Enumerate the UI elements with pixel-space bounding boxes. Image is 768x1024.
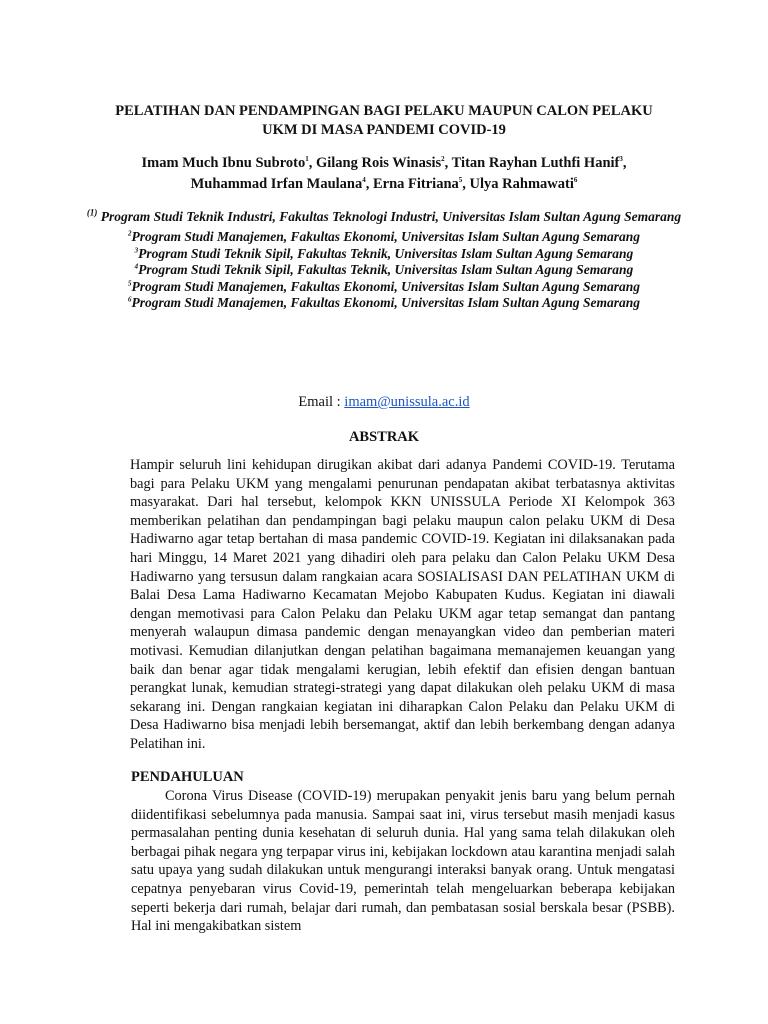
author-separator: , [444, 155, 452, 171]
affiliation-text: Program Studi Manajemen, Fakultas Ekonomi, Universitas Islam Sultan Agung Semarang [131, 278, 640, 294]
affiliation-list [84, 206, 684, 312]
abstract-heading: ABSTRAK [348, 429, 420, 445]
affiliation [84, 246, 684, 263]
paper-title [80, 102, 688, 140]
affiliation-text: Program Studi Manajemen, Fakultas Ekonomi, Universitas Islam Sultan Agung Semarang [131, 229, 640, 244]
author-name: Ulya Rahmawati [469, 176, 574, 192]
affiliation [84, 229, 684, 246]
author-separator: , [365, 176, 373, 192]
introduction-paragraph: Corona Virus Disease (COVID-19) merupakan penyakit jenis baru yang belum pernah diidentifikasi sebelumnya pada manusia. Sampai saat ini, virus tersebut masih menjadi kasus permasalahan penting dunia kesehatan di seluruh dunia. Hal yang sama telah dilakukan oleh berbagai pihak negara yng terpapar virus ini, kebijakan lockdown atau karantina menjadi salah satu upaya yang sudah dilakukan untuk mengurangi interaksi banyak orang. Untuk mengatasi cepatnya penyebaran virus Covid-19, pemerintah telah mengeluarkan beberapa kebijakan seperti bekerja dari rumah, belajar dari rumah, dan pembatasan sosial berskala besar (PSBB). Hal ini mengakibatkan sistem [131, 788, 675, 935]
affiliation-mark: 4 [134, 262, 139, 271]
affiliation-mark: 2 [127, 229, 132, 238]
introduction-heading: PENDAHULUAN [131, 769, 244, 785]
author-list [80, 153, 688, 195]
author-affiliation-mark: 3 [619, 155, 623, 164]
author-name: Erna Fitriana [372, 176, 459, 192]
affiliation-text: Program Studi Manajemen, Fakultas Ekonomi, Universitas Islam Sultan Agung Semarang [131, 295, 640, 310]
author-separator: , [462, 176, 470, 192]
title-line-2: UKM DI MASA PANDEMI COVID-19 [262, 122, 506, 138]
author-affiliation-mark: 6 [573, 176, 578, 185]
author-affiliation-mark: 4 [362, 176, 366, 185]
affiliation [84, 262, 684, 279]
affiliation-mark: 5 [127, 279, 132, 287]
author-name: Titan Rayhan Luthfi Hanif [451, 155, 620, 171]
title-line-1: PELATIHAN DAN PENDAMPINGAN BAGI PELAKU MAUPUN CALON PELAKU [115, 103, 653, 119]
affiliation-mark: (1) [86, 207, 98, 218]
email-line [0, 394, 768, 411]
abstract-paragraph: Hampir seluruh lini kehidupan dirugikan akibat dari adanya Pandemi COVID-19. Terutama bagi para Pelaku UKM yang mengalami penurunan pendapatan akibat terbatasnya aktivitas masyarakat. Dari hal tersebut, kelompok KKN UNISSULA Periode XI Kelompok 363 memberikan pelatihan dan pendampingan bagi pelaku maupun calon pelaku UKM di Desa Hadiwarno agar tetap bertahan di masa pandemic COVID-19. Kegiatan ini dilaksanakan pada hari Minggu, 14 Maret 2021 yang dihadiri oleh para pelaku dan Calon Pelaku UKM Desa Hadiwarno yang tersusun dalam rangkaian acara SOSIALISASI DAN PELATIHAN UKM di Balai Desa Lama Hadiwarno Kecamatan Mejobo Kabupaten Kudus. Kegiatan ini diawali dengan memotivasi para Calon Pelaku dan Pelaku UKM agar tetap semangat dan pantang menyerah walaupun dimasa pandemic dengan menayangkan video dan pemberian materi motivasi. Kemudian dilanjutkan dengan pelatihan bagaimana memanajemen keuangan yang baik dan benar agar tidak mengalami kerugian, lebih efektif dan efisien dengan bantuan perangkat lunak, kemudian strategi-strategi yang dapat dilakukan oleh pelaku UKM di masa sekarang ini. Dengan rangkaian kegiatan ini diharapkan Calon Pelaku dan Pelaku UKM di Desa Hadiwarno bisa menjadi lebih bersemangat, aktif dan lebih berkembang dengan adanya Pelatihan ini. [130, 457, 675, 752]
affiliation-text: Program Studi Teknik Sipil, Fakultas Teknik, Universitas Islam Sultan Agung Semarang [138, 262, 634, 277]
email-link[interactable]: imam@unissula.ac.id [344, 394, 470, 410]
author-name: Imam Much Ibnu Subroto [141, 155, 306, 171]
author-separator: , [622, 155, 627, 171]
affiliation-text: Program Studi Teknik Sipil, Fakultas Teknik, Universitas Islam Sultan Agung Semarang [138, 245, 634, 261]
affiliation-mark: 3 [134, 246, 139, 254]
affiliation [84, 295, 684, 312]
affiliation [84, 206, 684, 227]
author-affiliation-mark: 2 [441, 155, 445, 164]
email-label: Email : [298, 394, 345, 410]
author-separator: , [308, 155, 316, 171]
author-affiliation-mark: 1 [305, 155, 309, 164]
author-affiliation-mark: 5 [458, 176, 463, 185]
affiliation [84, 279, 684, 296]
affiliation-mark: 6 [127, 295, 132, 304]
affiliation-text: Program Studi Teknik Industri, Fakultas Teknologi Industri, Universitas Islam Sultan Agung Semarang [100, 209, 682, 224]
author-name: Gilang Rois Winasis [315, 155, 442, 171]
author-name: Muhammad Irfan Maulana [190, 176, 363, 192]
